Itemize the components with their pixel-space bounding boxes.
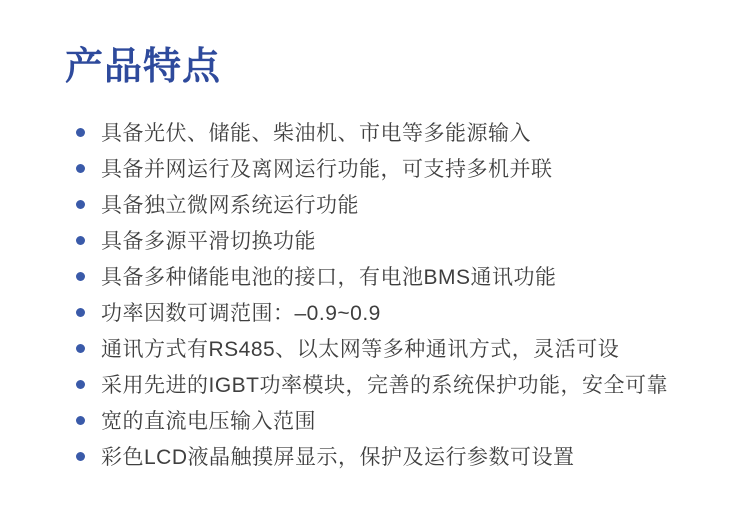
feature-list bbox=[65, 114, 701, 474]
list-item bbox=[65, 114, 701, 150]
list-item bbox=[65, 186, 701, 222]
feature-text: 具备多源平滑切换功能 bbox=[101, 230, 316, 253]
bullet-icon bbox=[76, 200, 85, 209]
list-item bbox=[65, 366, 701, 402]
list-item bbox=[65, 438, 701, 474]
bullet-icon bbox=[76, 416, 85, 425]
feature-text: 宽的直流电压输入范围 bbox=[101, 410, 316, 433]
list-item bbox=[65, 402, 701, 438]
bullet-icon bbox=[76, 380, 85, 389]
feature-text: 具备独立微网系统运行功能 bbox=[101, 194, 359, 217]
list-item bbox=[65, 258, 701, 294]
feature-text: 彩色LCD液晶触摸屏显示，保护及运行参数可设置 bbox=[101, 446, 575, 469]
list-item bbox=[65, 330, 701, 366]
page-title: 产品特点 bbox=[65, 46, 222, 88]
bullet-icon bbox=[76, 236, 85, 245]
bullet-icon bbox=[76, 452, 85, 461]
bullet-icon bbox=[76, 308, 85, 317]
feature-text: 具备并网运行及离网运行功能，可支持多机并联 bbox=[101, 158, 553, 181]
bullet-icon bbox=[76, 344, 85, 353]
feature-text: 采用先进的IGBT功率模块，完善的系统保护功能，安全可靠 bbox=[101, 374, 669, 397]
feature-text: 具备多种储能电池的接口，有电池BMS通讯功能 bbox=[101, 266, 557, 289]
feature-text: 通讯方式有RS485、以太网等多种通讯方式，灵活可设 bbox=[101, 338, 620, 361]
bullet-icon bbox=[76, 128, 85, 137]
bullet-icon bbox=[76, 164, 85, 173]
list-item bbox=[65, 294, 701, 330]
feature-text: 具备光伏、储能、柴油机、市电等多能源输入 bbox=[101, 122, 531, 145]
list-item bbox=[65, 150, 701, 186]
bullet-icon bbox=[76, 272, 85, 281]
list-item bbox=[65, 222, 701, 258]
feature-text: 功率因数可调范围：–0.9~0.9 bbox=[101, 302, 381, 325]
